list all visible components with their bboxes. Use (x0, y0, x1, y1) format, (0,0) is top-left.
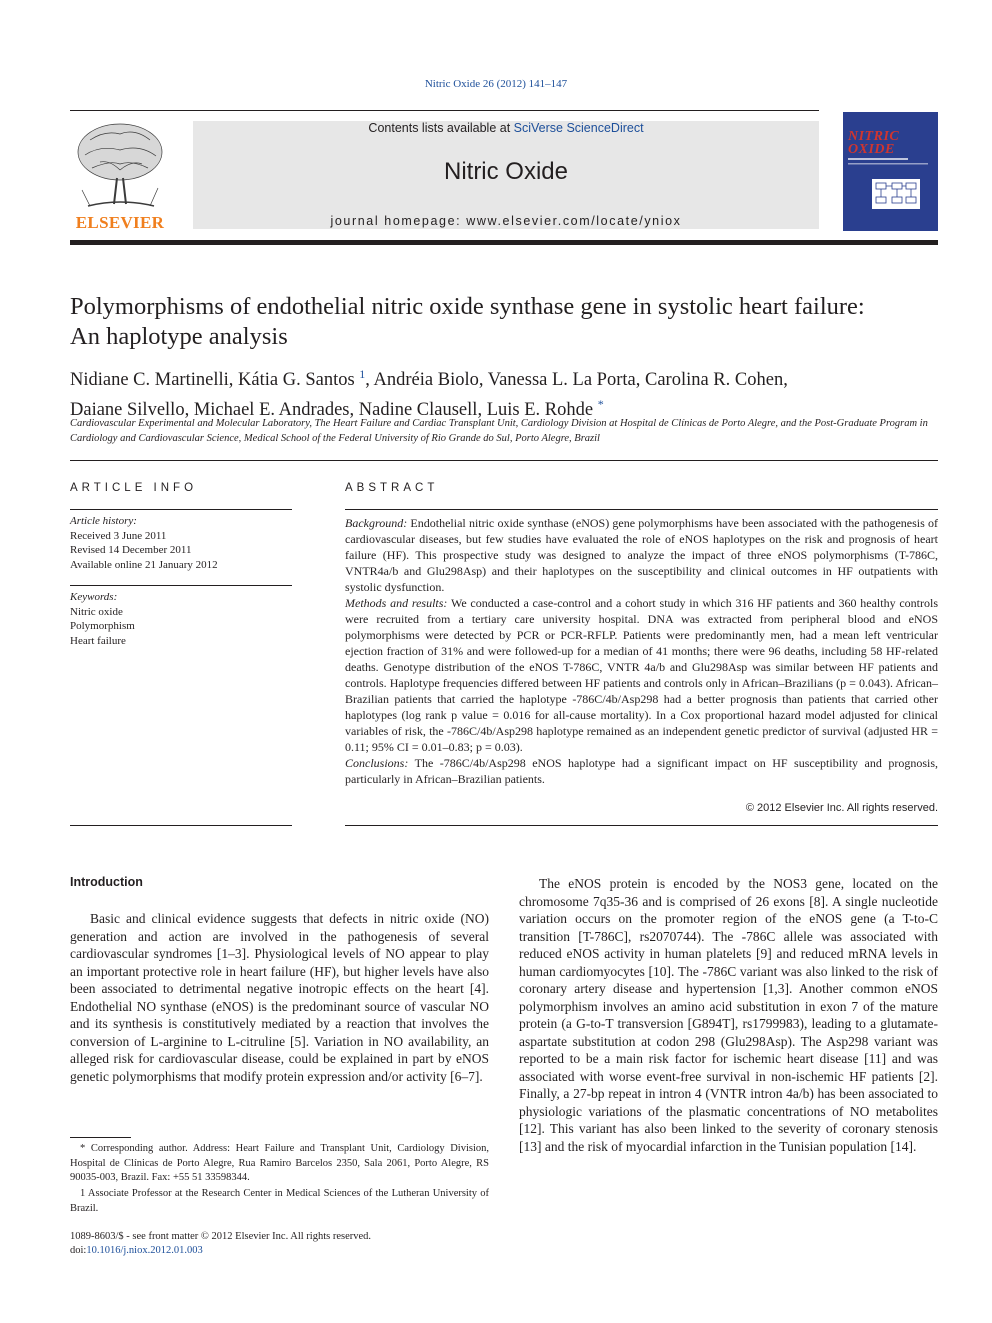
online-date: Available online 21 January 2012 (70, 558, 218, 571)
cover-title-line1: NITRIC (848, 129, 900, 144)
doi-prefix: doi: (70, 1245, 87, 1256)
conclusions-text: The -786C/4b/Asp298 eNOS haplotype had a significant impact on HF susceptibility and prognosis, particularly in African–Brazilian patients. (345, 756, 938, 786)
introduction-paragraph: Basic and clinical evidence suggests that defects in nitric oxide (NO) generation and action are involved in the pathogenesis of several cardiovascular syndromes [1–3]. Physiological levels of NO appear to play an important protective role in heart failure (HF), but higher levels have also been associated to detrimental negative inotropic effects on the heart [4]. Endothelial NO synthase (eNOS) is the predominant source of vascular NO and its synthesis is constitutively mediated by a reaction that involves the conversion of L-arginine to L-citruline [5]. Variation in NO availability, an alleged risk for cardiovascular disease, could be explained in part by eNOS genetic polymorphisms that modify protein expression and/or activity [6–7]. (70, 911, 489, 1084)
abstract-background (345, 515, 938, 595)
cover-title-line2: OXIDE (848, 142, 895, 157)
publisher-wordmark: ELSEVIER (75, 213, 165, 232)
author-name[interactable]: Daiane Silvello (70, 400, 185, 421)
journal-reference[interactable]: Nitric Oxide 26 (2012) 141–147 (424, 78, 568, 90)
conclusions-label: Conclusions: (345, 756, 409, 770)
cover-figure-icon (872, 179, 920, 209)
author-separator: , (783, 370, 788, 391)
masthead-bottom-rule (70, 240, 938, 245)
author-name[interactable]: Michael E. Andrades (193, 400, 350, 421)
background-label: Background: (345, 516, 408, 530)
received-date: Received 3 June 2011 (70, 529, 167, 542)
author-separator: , (349, 400, 359, 421)
title-line-1: Polymorphisms of endothelial nitric oxide synthase gene in systolic heart failure: (70, 293, 865, 320)
author-separator: , (478, 370, 488, 391)
doi-link[interactable]: 10.1016/j.niox.2012.01.003 (86, 1245, 203, 1256)
background-text: Endothelial nitric oxide synthase (eNOS) gene polymorphisms have been associated with the pathogenesis of cardiovascular diseases, but few studies have evaluated the role of eNOS haplotypes on the risk and prognosis of heart failure (HF). This prospective study was designed to analyze the impact of three eNOS polymorphisms (T-786C, VNTR4a/b and Glu298Asp) and their haplotypes on the susceptibility and clinical outcomes in HF outpatients with systolic dysfunction. (345, 516, 938, 594)
journal-name: Nitric Oxide (443, 158, 569, 185)
cover-title (848, 130, 936, 156)
contents-prefix: Contents lists available at (368, 121, 514, 135)
cover-subtitle-icon (848, 157, 936, 167)
article-info-rule (70, 585, 292, 586)
author-name[interactable]: Luis E. Rohde (486, 400, 594, 421)
footnote-rule (70, 1137, 131, 1138)
article-title (70, 292, 940, 352)
introduction-heading: Introduction (70, 875, 143, 889)
author-name[interactable]: Kátia G. Santos (238, 370, 355, 391)
author-separator: , (477, 400, 487, 421)
article-history (70, 514, 292, 572)
author-footnote-mark[interactable]: 1 (359, 367, 366, 381)
author-separator: , (365, 370, 374, 391)
article-info-heading: ARTICLE INFO (70, 482, 198, 494)
abstract-rule (345, 509, 938, 510)
abstract-methods (345, 595, 938, 755)
abstract-rule (345, 825, 938, 826)
article-info-rule (70, 509, 292, 510)
history-label: Article history: (70, 515, 137, 527)
methods-label: Methods and results: (345, 596, 448, 610)
homepage-prefix: journal homepage: (330, 214, 467, 228)
article-info-rule (70, 825, 292, 826)
contents-availability (193, 121, 819, 135)
abstract-body (345, 515, 938, 787)
author-name[interactable]: Nidiane C. Martinelli (70, 370, 229, 391)
affiliation-footnote: 1 Associate Professor at the Research Center in Medical Sciences of the Lutheran University of Brazil. (70, 1188, 489, 1214)
author-separator: , (635, 370, 645, 391)
revised-date: Revised 14 December 2011 (70, 544, 192, 556)
corresponding-author-mark[interactable]: * (597, 397, 604, 412)
homepage-link[interactable]: www.elsevier.com/locate/yniox (466, 214, 682, 228)
abstract-conclusions (345, 755, 938, 787)
journal-homepage (193, 214, 819, 228)
issn-line: 1089-8603/$ - see front matter © 2012 Elsevier Inc. All rights reserved. (70, 1231, 372, 1242)
author-list (70, 362, 940, 422)
keywords (70, 590, 292, 648)
sciencedirect-link[interactable]: SciVerse ScienceDirect (513, 121, 644, 135)
author-affiliation: Cardiovascular Experimental and Molecular Laboratory, The Heart Failure and Cardiac Transplant Unit, Cardiology Division at Hospital de Clínicas de Porto Alegre, and the Post-Graduate Program in Cardiology and Cardiovascular Science, Medical School of the Federal University of Rio Grande do Sul, Porto Alegre, Brazil (70, 418, 928, 444)
author-name[interactable]: Nadine Clausell (358, 400, 478, 421)
doi-line (70, 1244, 203, 1258)
corresponding-author-footnote: * Corresponding author. Address: Heart Failure and Transplant Unit, Cardiology Division, Hospital de Clínicas de Porto Alegre, Rua Ramiro Barcelos 2350, Sala 2061, Porto Alegre, RS 90035-003, Brazil. Fax: +55 51 33598344. (70, 1143, 489, 1183)
body-paragraph: The eNOS protein is encoded by the NOS3 gene, located on the chromosome 7q35-36 and is comprised of 26 exons [8]. A single nucleotide variation occurs on the promoter region of the eNOS gene (a T-to-C transition [T-786C], rs2070744). The -786C allele was associated with reduced eNOS activity in human platelets [9] and reduced mRNA levels in human cardiomyocytes [10]. The -786C variant was also linked to the risk of coronary artery disease and hypertension [1,3]. Another common eNOS polymorphism involves an amino acid substitution in exon 7 of the mature protein (a G-to-T transversion [G894T], rs1799983), leading to a glutamate-aspartate substitution at codon 298 (Glu298Asp). The Asp298 variant was reported to be a main risk factor for ischemic heart disease [11] and was associated with worse event-free survival in non-ischemic HF patients [2]. Finally, a 27-bp repeat in intron 4 (VNTR intron 4a/b) has been associated to physiologic variations of the plasmatic concentrations of NO metabolites [12]. This variant has also been linked to the severity of coronary stenosis [13] and the risk of myocardial infarction in the Tunisian population [14]. (519, 876, 938, 1154)
author-name[interactable]: Carolina R. Cohen (644, 370, 784, 391)
copyright-notice: © 2012 Elsevier Inc. All rights reserved. (745, 802, 938, 814)
keyword: Polymorphism (70, 620, 135, 632)
abstract-heading: ABSTRACT (345, 482, 439, 494)
title-line-2: An haplotype analysis (70, 323, 288, 350)
methods-text: We conducted a case-control and a cohort study in which 316 HF patients and 360 healthy controls were recruited from a tertiary care university hospital. DNA was extracted from peripheral blood and eNOS polymorphisms were detected by PCR or PCR-RFLP. Patients were predominantly men, had a mean left ventricular ejection fraction of 31% and were followed-up for a median of 41 months; there were 96 deaths, including 58 HF-related deaths. Genotype distribution of the eNOS T-786C, VNTR 4a/b and Glu298Asp was similar between HF patients and controls. Haplotype frequencies differed between HF patients and controls only in African–Brazilians (p = 0.043). African–Brazilian patients that carried the haplotype -786C/4b/Asp298 had a better prognosis than patients that carried other haplotypes (log rank p value = 0.016 for all-cause mortality). In a Cox proportional hazard model adjusted for clinical variables of risk, the -786C/4b/Asp298 haplotype remained as an independent genetic predictor of survival (adjusted HR = 0.11; 95% CI = 0.01–0.83; p = 0.03). (345, 596, 938, 754)
header-rule (70, 110, 819, 111)
keyword: Nitric oxide (70, 605, 123, 618)
keywords-label: Keywords: (70, 591, 118, 603)
author-name[interactable]: Vanessa L. La Porta (487, 370, 636, 391)
section-rule (70, 460, 938, 461)
author-separator: , (184, 400, 194, 421)
author-separator: , (228, 370, 239, 391)
keyword: Heart failure (70, 634, 126, 647)
author-name[interactable]: Andréia Biolo (373, 370, 479, 391)
